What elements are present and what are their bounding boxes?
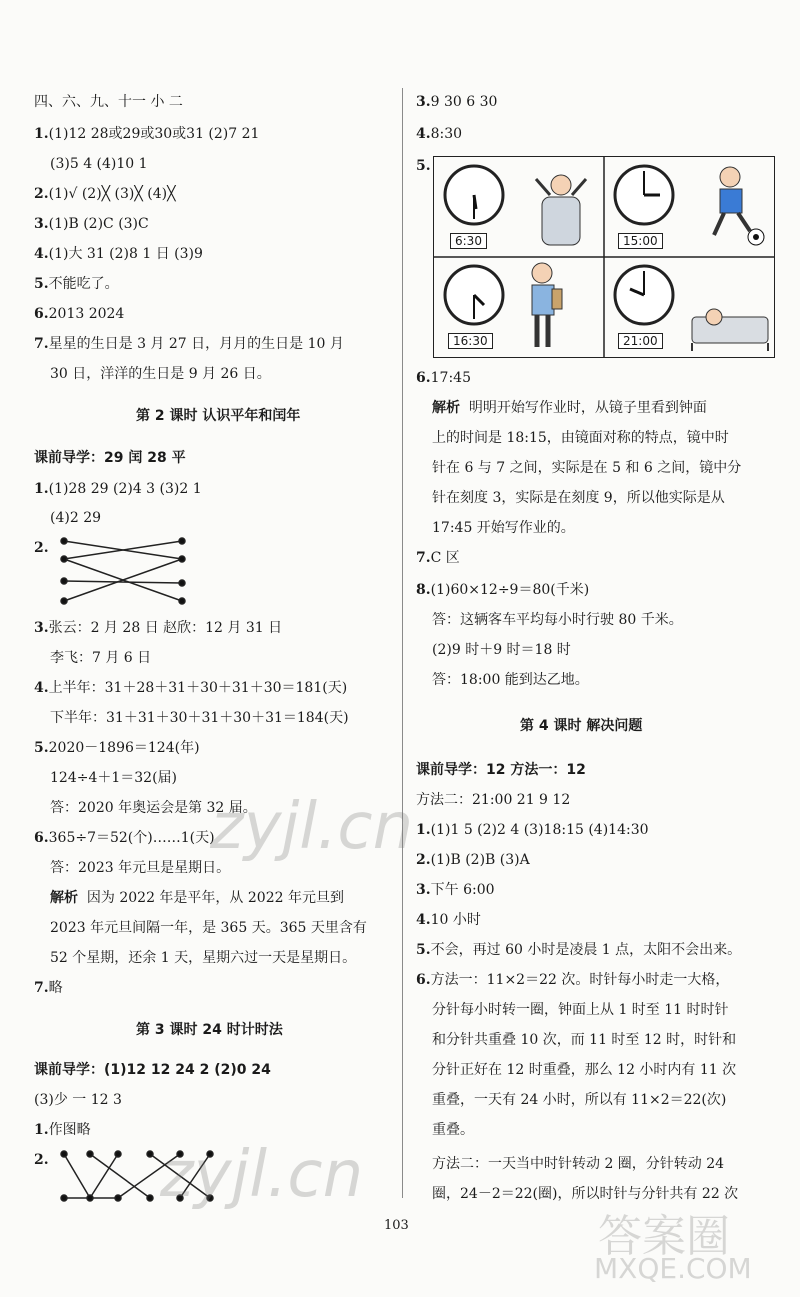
clock-cell — [434, 257, 604, 357]
answer-line — [34, 124, 259, 144]
answer-line: 答：18:00 能到达乙地。 — [432, 672, 589, 688]
clock-icon — [612, 163, 676, 227]
watermark: zyjl.cn — [160, 1138, 364, 1212]
answer-line — [34, 479, 202, 499]
answer-line: 分针正好在 12 时重叠，那么 12 小时内有 11 次 — [432, 1062, 737, 1078]
q-number: 3. — [34, 216, 49, 232]
answer-line — [34, 448, 186, 468]
answer-text: 上半年：31＋28＋31＋30＋31＋30＝181(天) — [48, 680, 348, 696]
answer-line: 方法二：21:00 21 9 12 — [416, 792, 571, 808]
answer-line: 30 日，洋洋的生日是 9 月 26 日。 — [50, 366, 271, 382]
answer-text: (1)B (2)C (3)C — [48, 216, 149, 232]
q-number: 6. — [416, 972, 431, 988]
answer-line: 下半年：31＋31＋30＋31＋30＋31＝184(天) — [50, 710, 349, 726]
answer-text: 8:30 — [430, 126, 463, 142]
answer-text: (1)12 28或29或30或31 (2)7 21 — [48, 126, 260, 142]
answer-line — [416, 156, 431, 176]
answer-line — [416, 850, 530, 870]
q-number: 8. — [416, 582, 431, 598]
answer-text: 10 小时 — [430, 912, 481, 928]
analysis-label: 解析 — [432, 400, 460, 416]
column-divider — [402, 88, 403, 1198]
analysis-line: 针在 6 与 7 之间，实际是在 5 和 6 之间，镜中分 — [432, 460, 742, 476]
q-number: 4. — [34, 680, 49, 696]
analysis-text: 因为 2022 年是平年，从 2022 年元旦到 — [86, 890, 344, 906]
answer-line — [34, 244, 203, 264]
clock-cell — [434, 157, 604, 257]
answer-text: C 区 — [430, 550, 460, 566]
q-number: 4. — [34, 246, 49, 262]
answer-text: 课前导学：12 方法一：12 — [416, 762, 586, 778]
answer-line: 重叠。 — [432, 1122, 474, 1138]
section-heading: 第 2 课时 认识平年和闰年 — [136, 408, 301, 424]
answer-text: 略 — [48, 980, 63, 996]
answer-text: 方法一：11×2＝22 次。时针每小时走一大格， — [430, 972, 730, 988]
answer-line — [34, 1120, 91, 1140]
analysis-text: 明明开始写作业时，从镜子里看到钟面 — [468, 400, 707, 416]
answer-line: 李飞：7 月 6 日 — [50, 650, 152, 666]
answer-line — [34, 334, 344, 354]
q-number: 4. — [416, 912, 431, 928]
analysis-label: 解析 — [50, 890, 78, 906]
q-number: 3. — [34, 620, 49, 636]
q-number: 1. — [34, 126, 49, 142]
answer-line — [34, 184, 176, 204]
answer-line — [416, 548, 460, 568]
q-number: 2. — [34, 186, 49, 202]
answer-line: 重叠，一天有 24 小时，所以有 11×2＝22(次) — [432, 1092, 727, 1108]
answer-text: (1)大 31 (2)8 1 日 (3)9 — [48, 246, 203, 262]
answer-line — [416, 760, 586, 780]
answer-text: 下午 6:00 — [430, 882, 495, 898]
time-label: 21:00 — [618, 333, 663, 349]
q-number: 2. — [34, 540, 49, 556]
answer-text: (1)1 5 (2)2 4 (3)18:15 (4)14:30 — [430, 822, 649, 838]
q-number: 1. — [416, 822, 431, 838]
watermark: MXQE.COM — [594, 1252, 752, 1285]
answer-line — [416, 820, 649, 840]
answer-line — [34, 274, 119, 294]
answer-text: 2020－1896＝124(年) — [48, 740, 200, 756]
answer-line — [34, 738, 200, 758]
answer-text: 不能吃了。 — [48, 276, 119, 292]
section-heading: 第 3 课时 24 时计时法 — [136, 1022, 283, 1038]
answer-line — [34, 1150, 49, 1170]
answer-text: (1)√ (2)╳ (3)╳ (4)╳ — [48, 186, 176, 202]
answer-line — [416, 124, 462, 144]
answer-line: (3)5 4 (4)10 1 — [50, 156, 148, 172]
answer-line — [416, 910, 481, 930]
analysis-line — [432, 398, 707, 418]
q-number: 6. — [416, 370, 431, 386]
answer-text: (1)28 29 (2)4 3 (3)2 1 — [48, 481, 202, 497]
child-waking-icon — [526, 167, 596, 249]
q-number: 5. — [34, 740, 49, 756]
q-number: 2. — [34, 1152, 49, 1168]
answer-text: 2013 2024 — [48, 306, 125, 322]
time-label: 15:00 — [618, 233, 663, 249]
answer-line — [416, 880, 495, 900]
clock-illustration-grid — [433, 156, 775, 358]
answer-text: 张云：2 月 28 日 赵欣：12 月 31 日 — [48, 620, 283, 636]
answer-line — [416, 92, 497, 112]
answer-text: (1)B (2)B (3)A — [430, 852, 530, 868]
q-number: 7. — [34, 980, 49, 996]
section-heading: 第 4 课时 解决问题 — [520, 718, 643, 734]
answer-text: 9 30 6 30 — [430, 94, 498, 110]
answer-line — [34, 214, 149, 234]
clock-icon — [612, 263, 676, 327]
clock-icon — [442, 163, 506, 227]
answer-line: (2)9 时＋9 时＝18 时 — [432, 642, 571, 658]
q-number: 5. — [416, 942, 431, 958]
child-sleeping-icon — [688, 303, 772, 353]
answer-line: 答：2020 年奥运会是第 32 届。 — [50, 800, 257, 816]
child-playing-football-icon — [700, 163, 770, 249]
answer-line: 答：这辆客车平均每小时行驶 80 千米。 — [432, 612, 683, 628]
q-number: 5. — [416, 158, 431, 174]
q-number: 7. — [416, 550, 431, 566]
q-number: 3. — [416, 882, 431, 898]
time-label: 6:30 — [450, 233, 487, 249]
answer-text: 作图略 — [48, 1122, 91, 1138]
watermark: 答案圈 — [598, 1211, 730, 1262]
clock-cell — [604, 157, 774, 257]
child-with-backpack-icon — [518, 259, 568, 353]
clock-icon — [442, 263, 506, 327]
q-number: 5. — [34, 276, 49, 292]
matching-lines-1 — [58, 535, 188, 607]
answer-text: 课前导学：(1)12 12 24 2 (2)0 24 — [34, 1062, 271, 1078]
q-number: 7. — [34, 336, 49, 352]
q-number: 2. — [416, 852, 431, 868]
answer-line: 分针每小时转一圈，钟面上从 1 时至 11 时时针 — [432, 1002, 729, 1018]
analysis-line: 17:45 开始写作业的。 — [432, 520, 575, 536]
answer-line: 圈，24－2＝22(圈)，所以时针与分针共有 22 次 — [432, 1186, 739, 1202]
q-number: 1. — [34, 1122, 49, 1138]
q-number: 3. — [416, 94, 431, 110]
q-number: 6. — [34, 830, 49, 846]
answer-text: 不会，再过 60 小时是凌晨 1 点，太阳不会出来。 — [430, 942, 742, 958]
answer-text: 星星的生日是 3 月 27 日，月月的生日是 10 月 — [48, 336, 344, 352]
answer-line: 方法二：一天当中时针转动 2 圈，分针转动 24 — [432, 1156, 725, 1172]
answer-line: 124÷4＋1＝32(届) — [50, 770, 178, 786]
q-number: 1. — [34, 481, 49, 497]
answer-line — [34, 304, 124, 324]
analysis-line: 2023 年元旦间隔一年，是 365 天。365 天里含有 — [50, 920, 367, 936]
answer-line: 答：2023 年元旦是星期日。 — [50, 860, 231, 876]
answer-text: 17:45 — [430, 370, 471, 386]
time-label: 16:30 — [448, 333, 493, 349]
answer-text: 365÷7＝52(个)……1(天) — [48, 830, 215, 846]
answer-line: 和分针共重叠 10 次，而 11 时至 12 时，时针和 — [432, 1032, 737, 1048]
answer-line: (3)少 一 12 3 — [34, 1092, 122, 1108]
answer-line — [34, 978, 63, 998]
answer-line — [416, 940, 741, 960]
answer-line — [34, 618, 282, 638]
answer-text: 课前导学：29 闰 28 平 — [34, 450, 186, 466]
answer-text: (1)60×12÷9＝80(千米) — [430, 582, 590, 598]
answer-line: (4)2 29 — [50, 510, 102, 526]
analysis-line — [50, 888, 344, 908]
answer-line — [416, 368, 471, 388]
answer-line — [34, 538, 49, 558]
answer-line — [416, 580, 589, 600]
watermark: zyjl.cn — [210, 790, 414, 864]
answer-line: 四、六、九、十一 小 二 — [34, 94, 183, 110]
analysis-line: 52 个星期，还余 1 天，星期六过一天是星期日。 — [50, 950, 357, 966]
page-number: 103 — [384, 1218, 409, 1233]
clock-cell — [604, 257, 774, 357]
q-number: 4. — [416, 126, 431, 142]
analysis-line: 针在刻度 3，实际是在刻度 9，所以他实际是从 — [432, 490, 725, 506]
answer-line — [34, 678, 347, 698]
answer-line — [34, 828, 215, 848]
answer-line — [416, 970, 729, 990]
analysis-line: 上的时间是 18:15，由镜面对称的特点，镜中时 — [432, 430, 729, 446]
q-number: 6. — [34, 306, 49, 322]
answer-line — [34, 1060, 271, 1080]
